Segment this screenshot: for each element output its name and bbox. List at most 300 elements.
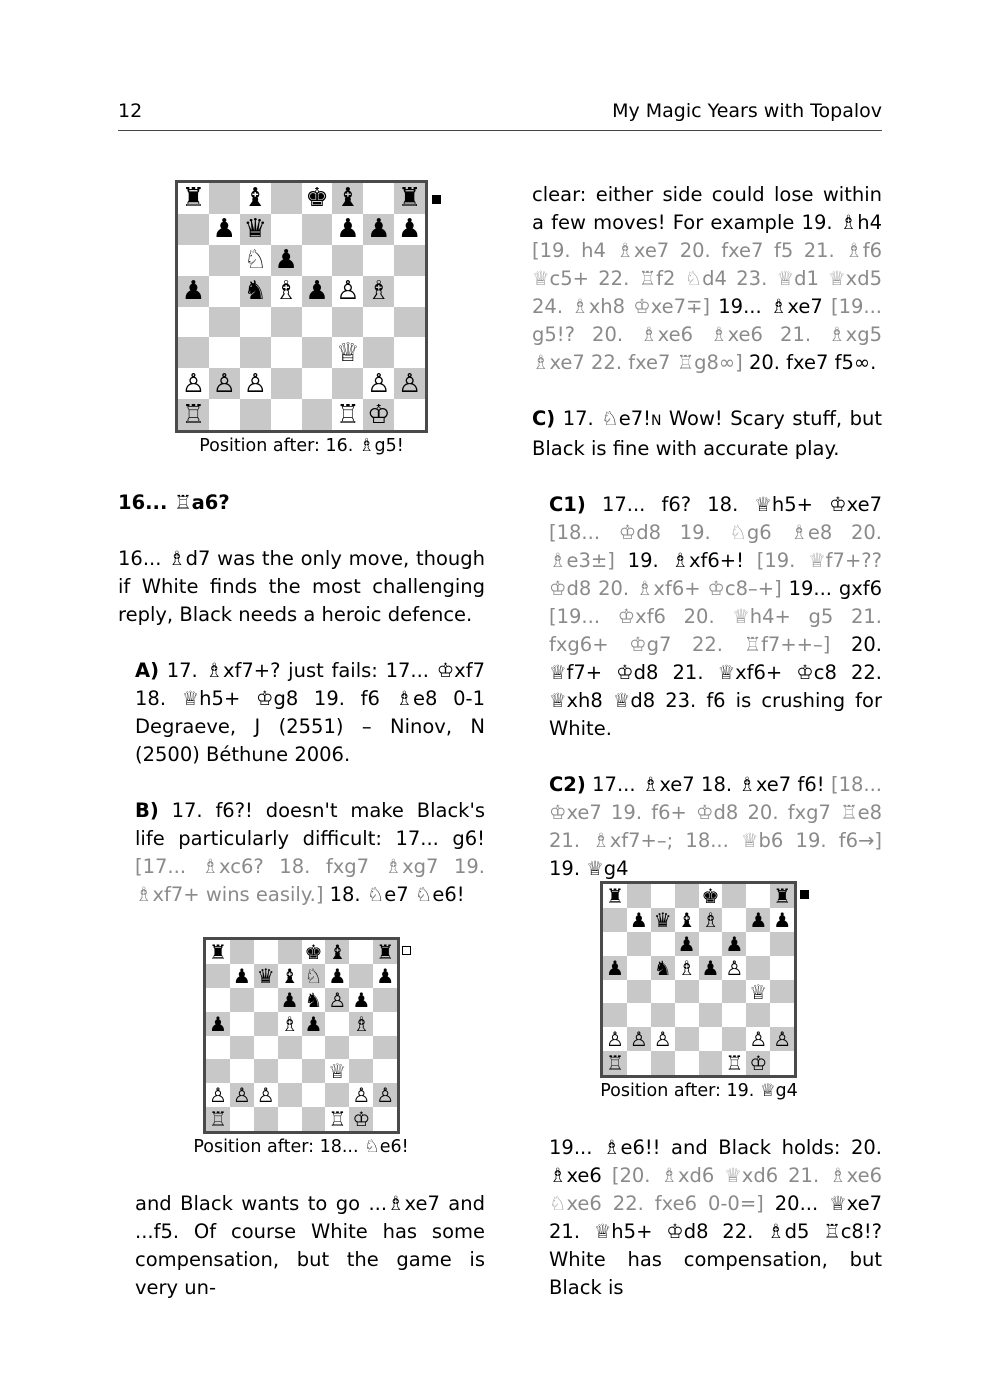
main-line: 20. fxe7 f5∞. (742, 351, 877, 374)
board-square (206, 940, 230, 964)
variation-text: 19. ♕g4 (549, 857, 629, 880)
black-piece: ♟ (605, 955, 624, 980)
variation-text: Wow! Scary stuff, but Black is fine with accurate play. (532, 407, 882, 460)
black-piece: ♟ (376, 963, 395, 988)
board-square (240, 368, 271, 399)
board-square (770, 1003, 794, 1027)
black-piece: ♟ (328, 963, 347, 988)
variation-c1 (532, 491, 882, 743)
board-square (271, 214, 302, 245)
black-piece: ♟ (701, 955, 720, 980)
board-square (770, 1051, 794, 1075)
board-square (394, 337, 425, 368)
board-square (627, 908, 651, 932)
black-piece: ♟ (629, 907, 648, 932)
board-square (373, 1107, 397, 1131)
running-title: My Magic Years with Topalov (612, 100, 882, 122)
black-piece: ♟ (280, 987, 299, 1012)
sub-variation: [19... ♔xf6 20. ♕h4+ g5 21. fxg6+ ♔g7 22. ♖f7++–] (549, 605, 882, 656)
board-square (302, 245, 333, 276)
board-square (603, 884, 627, 908)
board-square (722, 932, 746, 956)
paragraph (549, 1134, 882, 1302)
paragraph (532, 181, 882, 377)
board-square (332, 183, 363, 214)
white-piece: ♙ (629, 1027, 648, 1052)
paragraph: 16... ♗d7 was the only move, though if White finds the most challenging reply, Black needs a heroic defence. (118, 547, 485, 626)
white-piece: ♖ (725, 1051, 744, 1076)
board-square (770, 884, 794, 908)
board-square (675, 1027, 699, 1051)
board-square (206, 1107, 230, 1131)
board-square (363, 214, 394, 245)
board-square (627, 932, 651, 956)
white-piece: ♙ (212, 368, 236, 399)
board-square (178, 368, 209, 399)
board-square (363, 245, 394, 276)
paragraph: and Black wants to go ...♗xe7 and ...f5. Of course White has some compensation, but the game is very un- (135, 1192, 485, 1299)
white-piece: ♙ (773, 1027, 792, 1052)
board-square (209, 399, 240, 430)
white-piece: ♖ (328, 1107, 347, 1132)
variation-text: 19. ♗xf6+! (614, 549, 757, 572)
board-square (178, 307, 209, 338)
board-square (651, 908, 675, 932)
board-square (209, 183, 240, 214)
board-square (206, 1059, 230, 1083)
board-square (722, 1003, 746, 1027)
board-square (722, 884, 746, 908)
board-square (254, 1059, 278, 1083)
black-piece: ♞ (653, 955, 672, 980)
board-square (699, 908, 723, 932)
board-square (302, 1107, 326, 1131)
board-caption: Position after: 16. ♗g5! (199, 436, 404, 456)
board-square (675, 956, 699, 980)
variation-text: 17. ♘e7! (555, 407, 651, 430)
white-piece: ♙ (376, 1083, 395, 1108)
board-square (332, 399, 363, 430)
board-square (178, 183, 209, 214)
white-piece: ♔ (749, 1051, 768, 1076)
white-piece: ♔ (352, 1107, 371, 1132)
white-piece: ♕ (749, 979, 768, 1004)
board-caption: Position after: 19. ♕g4 (600, 1081, 798, 1101)
board-square (770, 980, 794, 1004)
board-square (302, 307, 333, 338)
board-square (230, 940, 254, 964)
black-piece: ♛ (256, 963, 275, 988)
board-square (209, 276, 240, 307)
white-piece: ♙ (605, 1027, 624, 1052)
black-piece: ♟ (232, 963, 251, 988)
board-square (240, 183, 271, 214)
white-piece: ♗ (280, 1011, 299, 1036)
board-square (373, 1059, 397, 1083)
black-piece: ♟ (208, 1011, 227, 1036)
board-square (746, 980, 770, 1004)
board-square (278, 940, 302, 964)
board-square (394, 307, 425, 338)
board-square (722, 1027, 746, 1051)
board-square (332, 245, 363, 276)
board-square (349, 940, 373, 964)
main-line: 20... ♕xe7 21. ♕h5+ ♔d8 22. ♗d5 ♖c8!? White has compensation, but Black is (549, 1192, 882, 1299)
board-square (332, 276, 363, 307)
board-square (332, 214, 363, 245)
board-square (349, 1012, 373, 1036)
side-to-move-marker (800, 890, 809, 899)
black-piece: ♟ (367, 214, 391, 245)
board-square (373, 1083, 397, 1107)
black-piece: ♜ (376, 939, 395, 964)
board-square (254, 940, 278, 964)
board-square (675, 1051, 699, 1075)
board-square (746, 1051, 770, 1075)
board-square (271, 368, 302, 399)
board-square (178, 399, 209, 430)
board-square (302, 183, 333, 214)
white-piece: ♙ (398, 368, 422, 399)
board-square (278, 1083, 302, 1107)
board-square (254, 988, 278, 1012)
white-piece: ♖ (208, 1107, 227, 1132)
board-square (699, 956, 723, 980)
board-square (230, 1036, 254, 1060)
board-square (603, 1003, 627, 1027)
board-square (651, 1027, 675, 1051)
board-square (746, 932, 770, 956)
black-piece: ♚ (305, 183, 329, 214)
white-piece: ♖ (181, 399, 206, 430)
variation-text: 17. f6?! doesn't make Black's life particularly difficult: 17... g6! (135, 799, 485, 850)
sub-variation: [19... g5!? 20. ♗xe6 ♗xe6 21. ♗xg5 ♗xe7 22. fxe7 ♖g8∞] (532, 295, 882, 374)
board-square (675, 1003, 699, 1027)
board-square (325, 1036, 349, 1060)
board-square (325, 988, 349, 1012)
board-square (230, 988, 254, 1012)
board-square (206, 1083, 230, 1107)
board-square (240, 337, 271, 368)
variation-label: A) (135, 659, 160, 682)
black-piece: ♛ (243, 214, 267, 245)
white-piece: ♙ (352, 1083, 371, 1108)
right-column (532, 181, 882, 883)
variation-text: 20. ♕f7+ ♔d8 21. ♕xf6+ ♔c8 22. ♕xh8 ♕d8 23. f6 is crushing for White. (549, 633, 882, 740)
board-square (302, 276, 333, 307)
board-square (603, 932, 627, 956)
chess-board-diagram (600, 881, 797, 1078)
board-square (325, 964, 349, 988)
board-square (230, 1083, 254, 1107)
board-square (325, 1083, 349, 1107)
variation-label: B) (135, 799, 159, 822)
sub-variation: [17... ♗xc6? 18. fxg7 ♗xg7 19. ♗xf7+ wins easily.] (135, 855, 485, 906)
board-square (746, 884, 770, 908)
board-square (178, 276, 209, 307)
board-square (394, 214, 425, 245)
board-square (206, 1036, 230, 1060)
sub-variation: [19. ♕f7+?? ♔d8 20. ♗xf6+ ♔c8–+] (549, 549, 882, 600)
black-piece: ♝ (336, 183, 360, 214)
board-square (394, 245, 425, 276)
board-square (302, 368, 333, 399)
board-square (240, 276, 271, 307)
board-square (627, 884, 651, 908)
white-piece: ♖ (605, 1051, 624, 1076)
board-square (651, 932, 675, 956)
board-square (254, 1107, 278, 1131)
variation-text: 17. ♗xf7+? just fails: 17... ♔xf7 18. ♕h5+ ♔g8 19. f6 ♗e8 0-1 Degraeve, J (2551) – Ninov, N (2500) Béthune 2006. (135, 659, 485, 766)
board-square (302, 940, 326, 964)
board-square (206, 988, 230, 1012)
black-piece: ♜ (181, 183, 206, 214)
black-piece: ♟ (212, 214, 236, 245)
black-piece: ♟ (773, 907, 792, 932)
board-square (240, 214, 271, 245)
board-square (699, 1027, 723, 1051)
variation-text: 17... f6? 18. ♕h5+ ♔xe7 (585, 493, 882, 516)
board-square (325, 1059, 349, 1083)
board-square (325, 940, 349, 964)
black-piece: ♜ (605, 883, 624, 908)
black-piece: ♚ (701, 883, 720, 908)
black-piece: ♟ (336, 214, 360, 245)
board-square (373, 1012, 397, 1036)
black-piece: ♟ (749, 907, 768, 932)
board-square (230, 1107, 254, 1131)
board-square (699, 884, 723, 908)
white-piece: ♔ (367, 399, 391, 430)
board-square (770, 908, 794, 932)
header-rule (118, 130, 882, 131)
variation-label: C1) (549, 493, 586, 516)
white-piece: ♕ (336, 337, 360, 368)
board-square (349, 1107, 373, 1131)
black-piece: ♟ (398, 214, 422, 245)
sub-variation: [20. ♗xd6 ♕xd6 21. ♗xe6 ♘xe6 22. fxe6 0-0=] (549, 1164, 882, 1215)
board-square (209, 214, 240, 245)
board-square (651, 956, 675, 980)
board-square (206, 1012, 230, 1036)
side-to-move-marker (402, 946, 411, 955)
variation-label: C2) (549, 773, 586, 796)
white-piece: ♙ (232, 1083, 251, 1108)
right-column-continued (532, 1134, 882, 1302)
board-square (230, 1059, 254, 1083)
board-square (746, 956, 770, 980)
board-square (746, 1027, 770, 1051)
white-piece: ♗ (352, 1011, 371, 1036)
variation-label: C) (532, 407, 556, 430)
sub-variation: [18... ♔d8 19. ♘g6 ♗e8 20. ♗e3±] (549, 521, 882, 572)
white-piece: ♗ (701, 907, 720, 932)
board-square (363, 337, 394, 368)
white-piece: ♘ (304, 963, 323, 988)
board-square (699, 980, 723, 1004)
board-square (373, 1036, 397, 1060)
main-line: 19... ♗e6!! and Black holds: 20. ♗xe6 (549, 1136, 882, 1187)
white-piece: ♖ (336, 399, 360, 430)
move-heading: 16... ♖a6? (118, 491, 230, 514)
board-square (394, 276, 425, 307)
board-square (302, 1036, 326, 1060)
board-square (651, 980, 675, 1004)
white-piece: ♗ (677, 955, 696, 980)
board-square (627, 1051, 651, 1075)
black-piece: ♟ (725, 931, 744, 956)
board-square (271, 307, 302, 338)
board-square (722, 908, 746, 932)
board-square (302, 1083, 326, 1107)
black-piece: ♜ (773, 883, 792, 908)
chess-board-diagram (203, 937, 400, 1134)
white-piece: ♙ (336, 276, 360, 307)
board-square (209, 307, 240, 338)
board-square (746, 1003, 770, 1027)
board-square (230, 964, 254, 988)
board-square (746, 908, 770, 932)
board-square (325, 1012, 349, 1036)
board-square (278, 1036, 302, 1060)
board-square (302, 964, 326, 988)
white-piece: ♗ (367, 276, 391, 307)
side-to-move-marker (432, 195, 441, 204)
board-square (627, 980, 651, 1004)
board-square (325, 1107, 349, 1131)
variation-c2 (532, 771, 882, 883)
black-piece: ♜ (208, 939, 227, 964)
board-square (699, 1051, 723, 1075)
board-square (651, 1051, 675, 1075)
board-square (722, 980, 746, 1004)
white-piece: ♙ (256, 1083, 275, 1108)
board-square (627, 956, 651, 980)
black-piece: ♟ (677, 931, 696, 956)
board-square (178, 245, 209, 276)
board-square (271, 399, 302, 430)
chess-board-diagram (175, 180, 428, 433)
board-square (603, 1027, 627, 1051)
board-square (699, 932, 723, 956)
black-piece: ♟ (274, 245, 298, 276)
board-square (627, 1027, 651, 1051)
main-line: clear: either side could lose within a few moves! For example 19. ♗h4 (532, 183, 882, 234)
board-square (178, 337, 209, 368)
board-square (394, 183, 425, 214)
board-square (271, 245, 302, 276)
board-square (332, 368, 363, 399)
board-square (230, 1012, 254, 1036)
variation-a (118, 657, 485, 769)
black-piece: ♝ (328, 939, 347, 964)
board-square (302, 214, 333, 245)
board-square (373, 988, 397, 1012)
board-square (722, 956, 746, 980)
black-piece: ♝ (677, 907, 696, 932)
black-piece: ♟ (304, 1011, 323, 1036)
board-square (699, 1003, 723, 1027)
board-square (349, 964, 373, 988)
board-square (240, 307, 271, 338)
board-square (603, 908, 627, 932)
board-square (209, 245, 240, 276)
black-piece: ♜ (398, 183, 422, 214)
board-square (373, 940, 397, 964)
black-piece: ♝ (280, 963, 299, 988)
board-square (675, 908, 699, 932)
white-piece: ♙ (328, 987, 347, 1012)
board-square (302, 988, 326, 1012)
board-square (363, 183, 394, 214)
black-piece: ♟ (352, 987, 371, 1012)
board-square (209, 337, 240, 368)
board-square (254, 1083, 278, 1107)
white-piece: ♙ (749, 1027, 768, 1052)
board-square (178, 214, 209, 245)
board-square (302, 399, 333, 430)
board-square (603, 956, 627, 980)
board-square (363, 368, 394, 399)
board-square (394, 399, 425, 430)
sub-variation: [19. h4 ♗xe7 20. fxe7 f5 21. ♗f6 ♕c5+ 22. ♖f2 ♘d4 23. ♕d1 ♕xd5 24. ♗xh8 ♔xe7∓] (532, 239, 882, 318)
main-line: 19... ♗xe7 (710, 295, 831, 318)
board-square (278, 1012, 302, 1036)
board-square (770, 932, 794, 956)
board-square (770, 1027, 794, 1051)
board-square (254, 1012, 278, 1036)
board-square (349, 1083, 373, 1107)
variation-b (118, 797, 485, 909)
black-piece: ♟ (305, 276, 329, 307)
novelty-mark: N (650, 413, 662, 429)
board-square (363, 276, 394, 307)
black-piece: ♞ (304, 987, 323, 1012)
board-square (240, 399, 271, 430)
board-square (271, 276, 302, 307)
board-square (651, 1003, 675, 1027)
board-square (373, 964, 397, 988)
white-piece: ♘ (243, 245, 267, 276)
board-square (722, 1051, 746, 1075)
black-piece: ♝ (243, 183, 267, 214)
black-piece: ♛ (653, 907, 672, 932)
board-square (603, 1051, 627, 1075)
board-square (240, 245, 271, 276)
board-square (302, 1012, 326, 1036)
board-square (651, 884, 675, 908)
left-column (118, 489, 485, 909)
sub-variation: [18... ♔xe7 19. f6+ ♔d8 20. fxg7 ♖e8 21. ♗xf7+–; 18... ♕b6 19. f6→] (549, 773, 882, 852)
board-square (603, 980, 627, 1004)
board-square (394, 368, 425, 399)
board-square (254, 964, 278, 988)
board-square (209, 368, 240, 399)
board-square (675, 980, 699, 1004)
left-column-continued (118, 1190, 485, 1302)
board-square (627, 1003, 651, 1027)
board-square (332, 307, 363, 338)
board-square (363, 307, 394, 338)
board-square (332, 337, 363, 368)
white-piece: ♕ (328, 1059, 347, 1084)
board-square (278, 1107, 302, 1131)
white-piece: ♙ (243, 368, 267, 399)
board-square (206, 964, 230, 988)
board-square (770, 956, 794, 980)
white-piece: ♗ (274, 276, 298, 307)
board-square (675, 932, 699, 956)
